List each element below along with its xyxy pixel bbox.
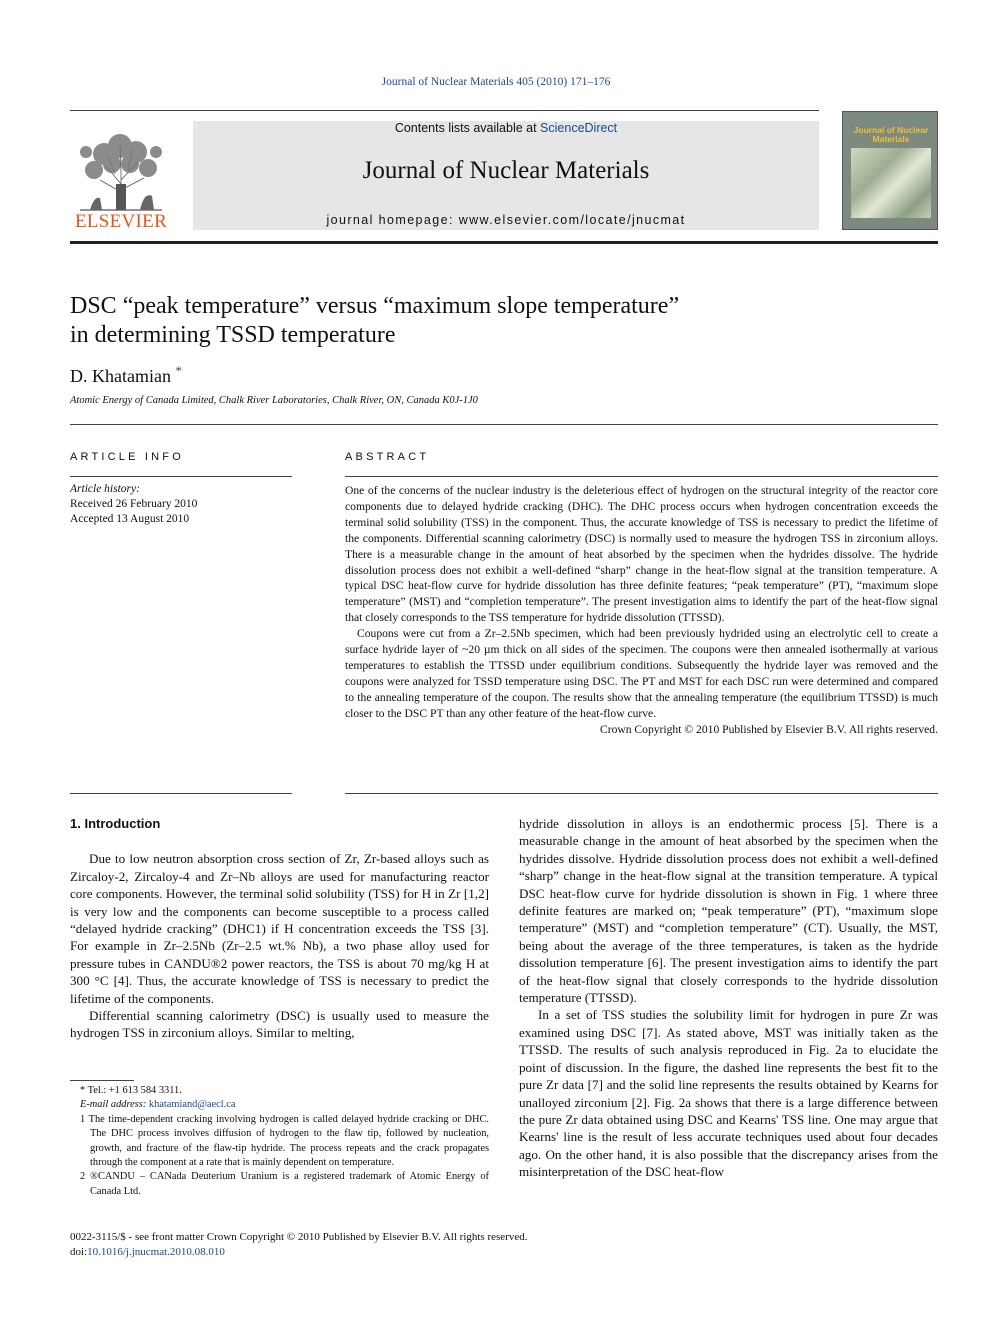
body-left-column (70, 815, 489, 1042)
abstract-paragraph-2: Coupons were cut from a Zr–2.5Nb specimen, which had been previously hydrided using an electrolytic cell to create a surface hydride layer of ~20 µm thick on all sides of the specimen. The coupons were then annealed isothermally at various temperatures to establish the TTSSD under equilibrium conditions. Subsequently the hydride layer was removed and the coupons were analyzed for TSSD temperature using DSC. The PT and MST for each DSC run were determined and compared to the annealing temperature of the coupon. The results show that the annealing temperature (the equilibrium TTSSD) is much closer to the DSC PT than any other feature of the heat-flow curve. (345, 627, 938, 720)
article-title (70, 292, 938, 350)
abstract-bottom-rule (345, 793, 938, 794)
author (70, 363, 182, 387)
footnote-2: 2 ®CANDU – CANada Deuterium Uranium is a registered trademark of Atomic Energy of Canada Ltd. (80, 1171, 489, 1197)
journal-citation[interactable]: Journal of Nuclear Materials 405 (2010) 171–176 (381, 76, 611, 88)
body-right-column (519, 815, 938, 1181)
cover-image (851, 148, 931, 218)
author-name: D. Khatamian (70, 366, 171, 386)
email-label: E-mail address: (80, 1099, 149, 1111)
email-link[interactable]: khatamiand@aecl.ca (148, 1099, 236, 1111)
sciencedirect-link[interactable]: ScienceDirect (540, 121, 618, 135)
header-rule (70, 110, 819, 111)
article-info-bottom-rule (70, 793, 292, 794)
bottom-info (70, 1230, 527, 1259)
doi-link[interactable]: 10.1016/j.jnucmat.2010.08.010 (87, 1245, 225, 1258)
body-paragraph: In a set of TSS studies the solubility limit for hydrogen in pure Zr was examined using DSC [7]. As stated above, MST was initially taken as the TTSSD. The results of such analysis reproduced in Fig. 2a to elucidate the point of discussion. In the figure, the dashed line represents the best fit to the pure Zr data [7] and the solid line represents the results obtained by Kearns for unalloyed zirconium [2]. Fig. 2a shows that there is a large difference between the pure Zr data obtained using DSC and Kearns' TSS line. One may argue that Kearns' line is the result of less accurate techniques used about four decades ago. On the other hand, it is also possible that the discrepancy arises from the misinterpretation of the DSC heat-flow (519, 1007, 938, 1180)
elsevier-wordmark: ELSEVIER (74, 211, 168, 232)
body-paragraph: hydride dissolution in alloys is an endothermic process [5]. There is a measurable change in the amount of heat absorbed by the specimen when the hydrides dissolve. Hydride dissolution process does not exhibit a well-defined “sharp” change in the heat-flow signal at the transition temperature. A typical DSC heat-flow curve for hydride dissolution is shown in Fig. 1 where three definite features are marked on; “peak temperature” (PT), “maximum slope temperature” (MST) and “completion temperature” (CT). Usually, the MST, being about the average of the three temperatures, is taken as the hydride dissolution temperature [6]. The present investigation aims to identify the part of the heat-flow signal that closely corresponds to the hydride dissolution temperature (TTSSD). (519, 816, 938, 1006)
abstract-text (345, 483, 938, 738)
footnotes (70, 1084, 489, 1199)
journal-homepage[interactable]: journal homepage: www.elsevier.com/locate/jnucmat (326, 213, 686, 227)
received-date: Received 26 February 2010 (70, 498, 198, 510)
journal-cover-thumbnail (842, 111, 938, 230)
body-paragraph: Due to low neutron absorption cross section of Zr, Zr-based alloys such as Zircaloy-2, Zircaloy-4 and Zr–Nb alloys are used for manufacturing reactor core components. However, the terminal solid solubility (TSS) for H in Zr [1,2] is very low and the components can become susceptible to a process called “delayed hydride cracking” (DHC1) if H concentration exceeds the TSS [3]. For example in Zr–2.5Nb (Zr–2.5 wt.% Nb), a two phase alloy used for pressure tubes in CANDU®2 power reactors, the TSS is about 70 mg/kg H at 300 °C [4]. Thus, the accurate knowledge of TSS is necessary to predict the lifetime of the components. (70, 851, 489, 1006)
accepted-date: Accepted 13 August 2010 (70, 513, 190, 525)
author-footnote-mark[interactable]: * (175, 363, 182, 378)
history-label: Article history: (70, 483, 140, 495)
header-thick-rule (70, 241, 938, 244)
contents-line (193, 121, 819, 135)
contents-prefix: Contents lists available at (394, 121, 541, 135)
affiliation: Atomic Energy of Canada Limited, Chalk River Laboratories, Chalk River, ON, Canada K0J-1J0 (70, 395, 478, 406)
doi-line (70, 1245, 527, 1260)
footnote-tel: * Tel.: +1 613 584 3311. (80, 1085, 182, 1096)
abstract-rule (345, 476, 938, 477)
footnote-rule (70, 1080, 134, 1081)
section-heading-introduction: 1. Introduction (70, 816, 161, 831)
abstract-paragraph-1: One of the concerns of the nuclear industry is the deleterious effect of hydrogen on the structural integrity of the reactor core components due to delayed hydride cracking (DHC). The DHC process occurs when hydrogen concentration exceeds the terminal solid solubility (TSS) in the component. Thus, the accurate knowledge of TSS is necessary to predict the lifetime of the components. Differential scanning calorimetry (DSC) is normally used to measure the hydrogen TSS in zirconium alloys. There is a measurable change in the amount of heat absorbed by the specimen when the hydrides dissolve. The hydride dissolution process does not exhibit a well-defined “sharp” change in the heat-flow signal at the transition temperature. A typical DSC heat-flow curve for hydride dissolution has three definite features; “peak temperature” (PT), “maximum slope temperature” (MST) and “completion temperature”. The present investigation aims to identify the part of the heat-flow signal that closely corresponds to the TSS temperature for hydride dissolution (TTSSD). (345, 484, 938, 625)
footnote-1: 1 The time-dependent cracking involving hydrogen is called delayed hydride cracking or DHC. The DHC process involves diffusion of hydrogen to the flaw tip, followed by nucleation, growth, and fracture of the flaw-tip hydride. The process repeats and the crack propagates through the component at a rate that is mainly dependent on temperature. (80, 1113, 489, 1169)
body-paragraph: Differential scanning calorimetry (DSC) is usually used to measure the hydrogen TSS in zirconium alloys. Similar to melting, (70, 1008, 489, 1041)
article-title-line-2: in determining TSSD temperature (70, 322, 396, 348)
article-info-heading: ARTICLE INFO (70, 451, 184, 463)
abstract-copyright: Crown Copyright © 2010 Published by Elsevier B.V. All rights reserved. (599, 722, 938, 736)
abstract-heading: ABSTRACT (345, 451, 430, 463)
footnote-email (70, 1098, 489, 1112)
journal-title: Journal of Nuclear Materials (362, 157, 650, 184)
doi-label: doi: (70, 1245, 88, 1258)
article-info-rule (70, 476, 292, 477)
cover-title: Journal of Nuclear Materials (853, 125, 929, 144)
article-title-line-1: DSC “peak temperature” versus “maximum slope temperature” (70, 293, 680, 319)
title-rule (70, 424, 938, 425)
issn-line: 0022-3115/$ - see front matter Crown Copyright © 2010 Published by Elsevier B.V. All rights reserved. (70, 1231, 528, 1243)
article-history (70, 482, 292, 527)
